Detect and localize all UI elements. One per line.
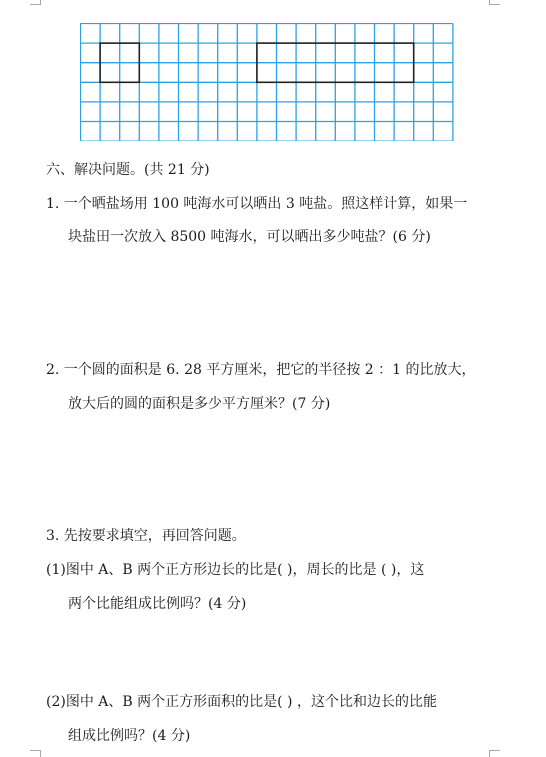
question-2-line-1: 2. 一个圆的面积是 6. 28 平方厘米，把它的半径按 2 ：1 的比放大， <box>46 362 476 378</box>
question-3-part-2-line-2: 组成比例吗？(4 分) <box>68 728 191 744</box>
question-3-part-2-line-1: (2)图中 A、B 两个正方形面积的比是( ) ，这个比和边长的比能 <box>46 694 437 710</box>
crop-mark-bottom-left <box>30 750 41 757</box>
question-1-line-2: 块盐田一次放入 8500 吨海水，可以晒出多少吨盐？(6 分) <box>68 229 431 245</box>
crop-mark-top-left <box>30 0 41 5</box>
grid-figure <box>80 23 454 141</box>
section-heading: 六、解决问题。(共 21 分) <box>46 162 210 178</box>
question-1-line-1: 1. 一个晒盐场用 100 吨海水可以晒出 3 吨盐。照这样计算，如果一 <box>46 196 468 212</box>
question-3-intro: 3. 先按要求填空，再回答问题。 <box>46 528 246 544</box>
crop-mark-bottom-right <box>489 750 500 757</box>
question-2-line-2: 放大后的圆的面积是多少平方厘米？(7 分) <box>68 396 331 412</box>
question-3-part-1-line-2: 两个比能组成比例吗？(4 分) <box>68 596 247 612</box>
crop-mark-top-right <box>489 0 500 5</box>
question-3-part-1-line-1: (1)图中 A、B 两个正方形边长的比是( )，周长的比是 ( )，这 <box>46 562 425 578</box>
